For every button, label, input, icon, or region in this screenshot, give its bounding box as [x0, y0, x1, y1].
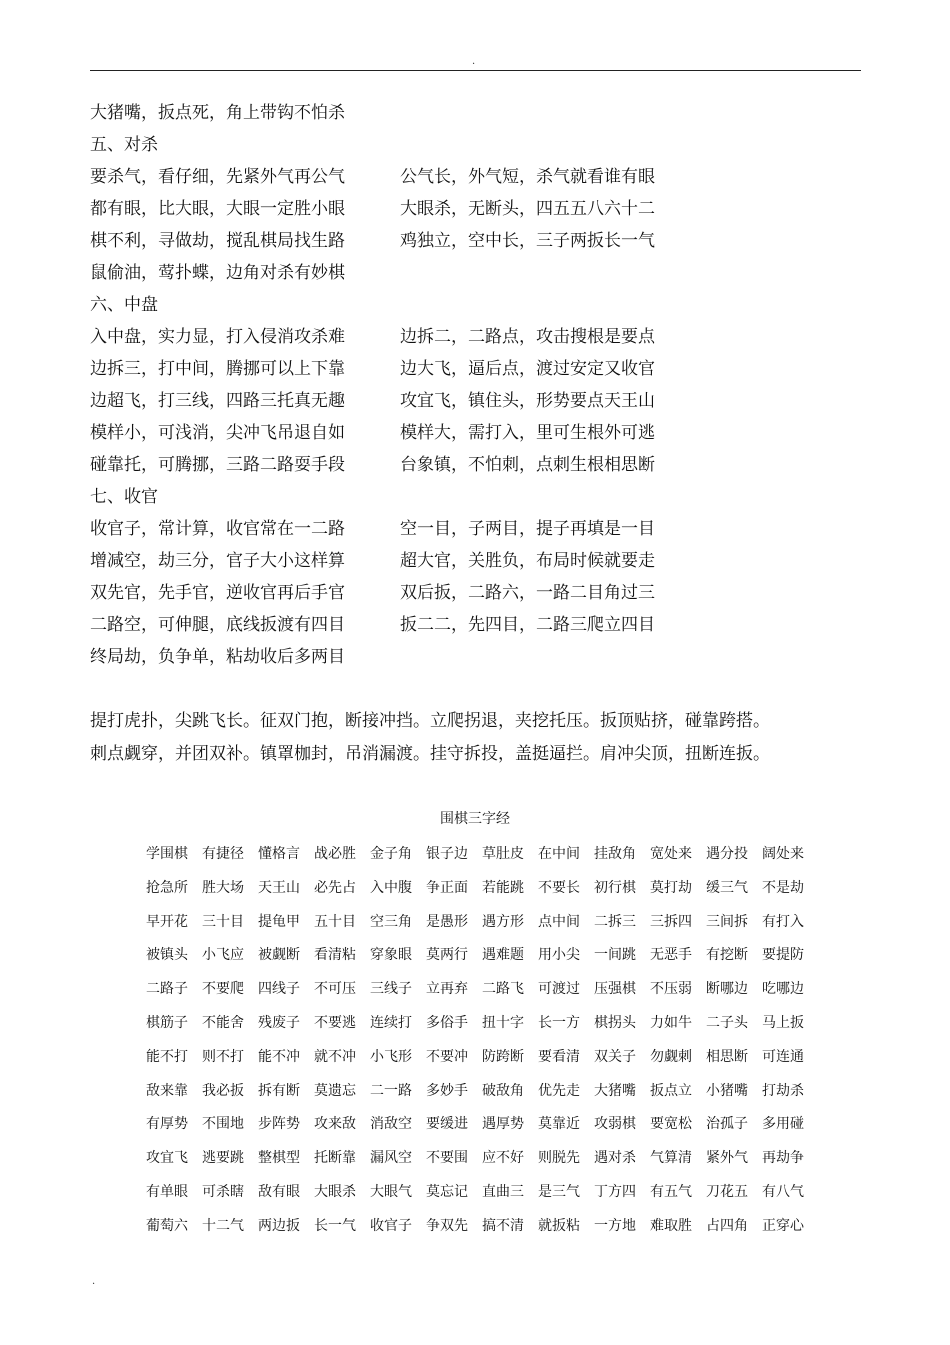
sanzijing-grid — [0, 838, 950, 1244]
sanzijing-phrase: 是三气 — [538, 1183, 580, 1200]
sanzijing-row — [0, 1007, 950, 1041]
sanzijing-phrase: 逃要跳 — [202, 1150, 244, 1167]
sanzijing-phrase: 丁方四 — [594, 1183, 636, 1200]
sanzijing-phrase: 则不打 — [202, 1048, 244, 1065]
sanzijing-phrase: 三拆四 — [650, 913, 692, 930]
sanzijing-phrase: 长一方 — [538, 1014, 580, 1031]
sanzijing-phrase: 在中间 — [538, 846, 580, 862]
verse-row — [90, 161, 870, 193]
sanzijing-phrase: 有挖断 — [706, 947, 748, 964]
sanzijing-phrase: 小猪嘴 — [706, 1082, 748, 1099]
sanzijing-phrase: 难取胜 — [650, 1217, 692, 1234]
sanzijing-phrase: 有厚势 — [146, 1116, 188, 1133]
verse-row — [90, 641, 870, 673]
sanzijing-phrase: 不要围 — [426, 1150, 468, 1167]
sanzijing-row — [0, 1041, 950, 1075]
verse-line: 攻宜飞，镇住头，形势要点天王山 — [400, 391, 655, 411]
sanzijing-phrase: 断哪边 — [706, 981, 748, 998]
sanzijing-phrase: 三线子 — [370, 981, 412, 998]
verse-row — [90, 321, 870, 353]
sanzijing-phrase: 二一路 — [370, 1082, 412, 1099]
sanzijing-row — [0, 1210, 950, 1244]
sanzijing-phrase: 就不冲 — [314, 1048, 356, 1065]
sanzijing-phrase: 优先走 — [538, 1082, 580, 1099]
sanzijing-phrase: 马上扳 — [762, 1014, 804, 1031]
section-heading: 五、对杀 — [90, 135, 158, 155]
header-rule — [90, 70, 861, 71]
sanzijing-phrase: 大眼杀 — [314, 1183, 356, 1200]
sanzijing-phrase: 草肚皮 — [482, 846, 524, 862]
sanzijing-phrase: 直曲三 — [482, 1183, 524, 1200]
verse-line: 都有眼，比大眼，大眼一定胜小眼 — [90, 199, 345, 219]
footer-dot: . — [92, 1276, 96, 1287]
sanzijing-phrase: 则脱先 — [538, 1150, 580, 1167]
sanzijing-phrase: 穿象眼 — [370, 947, 412, 964]
sanzijing-phrase: 有五气 — [650, 1183, 692, 1200]
sanzijing-phrase: 空三角 — [370, 913, 412, 930]
terms-block — [90, 705, 870, 771]
sanzijing-phrase: 提龟甲 — [258, 913, 300, 930]
sanzijing-phrase: 看清粘 — [314, 947, 356, 964]
sanzijing-phrase: 敌来靠 — [146, 1082, 188, 1099]
sanzijing-phrase: 金子角 — [370, 846, 412, 862]
verse-row — [90, 257, 870, 289]
sanzijing-phrase: 五十目 — [314, 913, 356, 930]
verse-block — [90, 97, 870, 673]
sanzijing-phrase: 两边扳 — [258, 1217, 300, 1234]
verse-row — [90, 417, 870, 449]
sanzijing-phrase: 防跨断 — [482, 1048, 524, 1065]
verse-line: 终局劫，负争单，粘劫收后多两目 — [90, 647, 345, 667]
sanzijing-phrase: 不是劫 — [762, 879, 804, 896]
sanzijing-phrase: 立再弃 — [426, 981, 468, 998]
sanzijing-phrase: 被镇头 — [146, 947, 188, 964]
sanzijing-row — [0, 1075, 950, 1109]
sanzijing-phrase: 大猪嘴 — [594, 1082, 636, 1099]
verse-line: 棋不利，寻做劫，搅乱棋局找生路 — [90, 231, 345, 251]
sanzijing-phrase: 有捷径 — [202, 846, 244, 862]
sanzijing-phrase: 多妙手 — [426, 1082, 468, 1099]
sanzijing-phrase: 紧外气 — [706, 1150, 748, 1167]
verse-line: 收官子，常计算，收官常在一二路 — [90, 519, 345, 539]
sanzijing-phrase: 若能跳 — [482, 879, 524, 896]
sanzijing-phrase: 残废子 — [258, 1014, 300, 1031]
sanzijing-phrase: 不围地 — [202, 1116, 244, 1133]
sanzijing-phrase: 遇难题 — [482, 947, 524, 964]
sanzijing-phrase: 十二气 — [202, 1217, 244, 1234]
sanzijing-title: 围棋三字经 — [440, 811, 510, 827]
sanzijing-phrase: 三十目 — [202, 913, 244, 930]
verse-line: 要杀气，看仔细，先紧外气再公气 — [90, 167, 345, 187]
section-heading: 七、收官 — [90, 487, 158, 507]
verse-row — [90, 353, 870, 385]
sanzijing-phrase: 托断靠 — [314, 1150, 356, 1167]
sanzijing-phrase: 破敌角 — [482, 1082, 524, 1099]
sanzijing-phrase: 是愚形 — [426, 913, 468, 930]
verse-line: 空一目，子两目，提子再填是一目 — [400, 519, 655, 539]
sanzijing-phrase: 就扳粘 — [538, 1217, 580, 1234]
sanzijing-row — [0, 838, 950, 872]
sanzijing-phrase: 攻来敌 — [314, 1116, 356, 1133]
sanzijing-phrase: 二路飞 — [482, 981, 524, 998]
verse-row — [90, 513, 870, 545]
sanzijing-phrase: 能不打 — [146, 1048, 188, 1065]
sanzijing-phrase: 要宽松 — [650, 1116, 692, 1133]
sanzijing-phrase: 我必扳 — [202, 1082, 244, 1099]
sanzijing-phrase: 懂格言 — [258, 846, 300, 862]
sanzijing-phrase: 莫两行 — [426, 947, 468, 964]
sanzijing-phrase: 小飞应 — [202, 947, 244, 964]
sanzijing-phrase: 遇分投 — [706, 846, 748, 862]
sanzijing-phrase: 要缓进 — [426, 1116, 468, 1133]
sanzijing-phrase: 不压弱 — [650, 981, 692, 998]
sanzijing-phrase: 争双先 — [426, 1217, 468, 1234]
sanzijing-phrase: 连续打 — [370, 1014, 412, 1031]
sanzijing-phrase: 棋拐头 — [594, 1014, 636, 1031]
sanzijing-phrase: 入中腹 — [370, 879, 412, 896]
sanzijing-phrase: 天王山 — [258, 879, 300, 896]
sanzijing-phrase: 扳点立 — [650, 1082, 692, 1099]
sanzijing-phrase: 消敌空 — [370, 1116, 412, 1133]
sanzijing-row — [0, 973, 950, 1007]
sanzijing-phrase: 长一气 — [314, 1217, 356, 1234]
sanzijing-phrase: 气算清 — [650, 1150, 692, 1167]
verse-line: 鼠偷油，莺扑蝶，边角对杀有妙棋 — [90, 263, 345, 283]
verse-line: 公气长，外气短，杀气就看谁有眼 — [400, 167, 655, 187]
sanzijing-phrase: 缓三气 — [706, 879, 748, 896]
sanzijing-phrase: 二路子 — [146, 981, 188, 998]
sanzijing-phrase: 不能舍 — [202, 1014, 244, 1031]
sanzijing-phrase: 大眼气 — [370, 1183, 412, 1200]
sanzijing-phrase: 宽处来 — [650, 846, 692, 862]
sanzijing-phrase: 打劫杀 — [762, 1082, 804, 1099]
sanzijing-phrase: 学围棋 — [146, 846, 188, 862]
verse-line: 边大飞，逼后点，渡过安定又收官 — [400, 359, 655, 379]
verse-line: 双先官，先手官，逆收官再后手官 — [90, 583, 345, 603]
sanzijing-phrase: 遇厚势 — [482, 1116, 524, 1133]
sanzijing-phrase: 刀花五 — [706, 1183, 748, 1200]
sanzijing-phrase: 莫靠近 — [538, 1116, 580, 1133]
sanzijing-phrase: 争正面 — [426, 879, 468, 896]
verse-line: 碰靠托，可腾挪，三路二路耍手段 — [90, 455, 345, 475]
verse-line: 模样小，可浅消，尖冲飞吊退自如 — [90, 423, 345, 443]
sanzijing-phrase: 能不冲 — [258, 1048, 300, 1065]
section-heading: 六、中盘 — [90, 295, 158, 315]
sanzijing-phrase: 莫打劫 — [650, 879, 692, 896]
sanzijing-phrase: 要看清 — [538, 1048, 580, 1065]
sanzijing-phrase: 莫忘记 — [426, 1183, 468, 1200]
sanzijing-row — [0, 1142, 950, 1176]
sanzijing-phrase: 有打入 — [762, 913, 804, 930]
sanzijing-phrase: 多俗手 — [426, 1014, 468, 1031]
sanzijing-phrase: 初行棋 — [594, 879, 636, 896]
sanzijing-phrase: 不要冲 — [426, 1048, 468, 1065]
sanzijing-row — [0, 872, 950, 906]
sanzijing-phrase: 力如牛 — [650, 1014, 692, 1031]
verse-line: 边拆三，打中间，腾挪可以上下靠 — [90, 359, 345, 379]
verse-row — [90, 385, 870, 417]
sanzijing-phrase: 可杀瞎 — [202, 1183, 244, 1200]
sanzijing-phrase: 占四角 — [706, 1217, 748, 1234]
sanzijing-phrase: 搞不清 — [482, 1217, 524, 1234]
verse-line: 模样大，需打入，里可生根外可逃 — [400, 423, 655, 443]
sanzijing-phrase: 漏风空 — [370, 1150, 412, 1167]
sanzijing-phrase: 吃哪边 — [762, 981, 804, 998]
sanzijing-phrase: 收官子 — [370, 1217, 412, 1234]
sanzijing-phrase: 阔处来 — [762, 846, 804, 862]
verse-row — [90, 225, 870, 257]
sanzijing-phrase: 一间跳 — [594, 947, 636, 964]
sanzijing-phrase: 葡萄六 — [146, 1217, 188, 1234]
sanzijing-row — [0, 1176, 950, 1210]
sanzijing-phrase: 再劫争 — [762, 1150, 804, 1167]
sanzijing-phrase: 点中间 — [538, 913, 580, 930]
sanzijing-phrase: 多用碰 — [762, 1116, 804, 1133]
sanzijing-phrase: 有单眼 — [146, 1183, 188, 1200]
sanzijing-phrase: 早开花 — [146, 913, 188, 930]
verse-row — [90, 193, 870, 225]
verse-line: 边超飞，打三线，四路三托真无趣 — [90, 391, 345, 411]
sanzijing-phrase: 压强棋 — [594, 981, 636, 998]
sanzijing-phrase: 四线子 — [258, 981, 300, 998]
sanzijing-phrase: 治孤子 — [706, 1116, 748, 1133]
sanzijing-phrase: 勿觑刺 — [650, 1048, 692, 1065]
sanzijing-phrase: 胜大场 — [202, 879, 244, 896]
sanzijing-phrase: 被觑断 — [258, 947, 300, 964]
sanzijing-phrase: 要提防 — [762, 947, 804, 964]
verse-row — [90, 449, 870, 481]
sanzijing-phrase: 挂敌角 — [594, 846, 636, 862]
sanzijing-phrase: 棋筋子 — [146, 1014, 188, 1031]
sanzijing-phrase: 应不好 — [482, 1150, 524, 1167]
sanzijing-phrase: 二子头 — [706, 1014, 748, 1031]
sanzijing-phrase: 敌有眼 — [258, 1183, 300, 1200]
sanzijing-phrase: 可渡过 — [538, 981, 580, 998]
verse-intro: 大猪嘴，扳点死，角上带钩不怕杀 — [90, 103, 345, 123]
sanzijing-row — [0, 906, 950, 940]
sanzijing-phrase: 有八气 — [762, 1183, 804, 1200]
sanzijing-row — [0, 939, 950, 973]
sanzijing-phrase: 不要爬 — [202, 981, 244, 998]
verse-line: 鸡独立，空中长，三子两扳长一气 — [400, 231, 655, 251]
sanzijing-phrase: 不要逃 — [314, 1014, 356, 1031]
sanzijing-phrase: 必先占 — [314, 879, 356, 896]
verse-line: 超大官，关胜负，布局时候就要走 — [400, 551, 655, 571]
sanzijing-phrase: 攻宜飞 — [146, 1150, 188, 1167]
sanzijing-phrase: 扭十字 — [482, 1014, 524, 1031]
verse-line: 扳二二，先四目，二路三爬立四目 — [400, 615, 655, 635]
sanzijing-phrase: 拆有断 — [258, 1082, 300, 1099]
sanzijing-phrase: 双关子 — [594, 1048, 636, 1065]
verse-line: 台象镇，不怕刺，点刺生根相思断 — [400, 455, 655, 475]
verse-line: 双后扳，二路六，一路二目角过三 — [400, 583, 655, 603]
sanzijing-phrase: 战必胜 — [314, 846, 356, 862]
verse-line: 边拆二，二路点，攻击搜根是要点 — [400, 327, 655, 347]
sanzijing-phrase: 攻弱棋 — [594, 1116, 636, 1133]
sanzijing-phrase: 用小尖 — [538, 947, 580, 964]
sanzijing-phrase: 遇方形 — [482, 913, 524, 930]
verse-row — [90, 577, 870, 609]
sanzijing-phrase: 不要长 — [538, 879, 580, 896]
verse-line: 入中盘，实力显，打入侵消攻杀难 — [90, 327, 345, 347]
verse-row — [90, 609, 870, 641]
verse-line: 增减空，劫三分，官子大小这样算 — [90, 551, 345, 571]
terms-line: 提打虎扑，尖跳飞长。征双门抱，断接冲挡。立爬拐退，夹挖托压。扳顶贴挤，碰靠跨搭。 — [90, 711, 770, 731]
sanzijing-phrase: 银子边 — [426, 846, 468, 862]
sanzijing-phrase: 抢急所 — [146, 879, 188, 896]
sanzijing-row — [0, 1108, 950, 1142]
header-dot: . — [472, 56, 476, 67]
sanzijing-phrase: 整棋型 — [258, 1150, 300, 1167]
verse-line: 二路空，可伸腿，底线扳渡有四目 — [90, 615, 345, 635]
sanzijing-phrase: 步阵势 — [258, 1116, 300, 1133]
sanzijing-phrase: 三间拆 — [706, 913, 748, 930]
sanzijing-phrase: 正穿心 — [762, 1217, 804, 1234]
sanzijing-phrase: 遇对杀 — [594, 1150, 636, 1167]
sanzijing-phrase: 一方地 — [594, 1217, 636, 1234]
sanzijing-phrase: 二拆三 — [594, 913, 636, 930]
sanzijing-phrase: 小飞形 — [370, 1048, 412, 1065]
sanzijing-phrase: 不可压 — [314, 981, 356, 998]
sanzijing-phrase: 无恶手 — [650, 947, 692, 964]
terms-line: 刺点觑穿，并团双补。镇罩枷封，吊消漏渡。挂守拆投，盖挺逼拦。肩冲尖顶，扭断连扳。 — [90, 744, 770, 764]
sanzijing-phrase: 莫遗忘 — [314, 1082, 356, 1099]
sanzijing-phrase: 相思断 — [706, 1048, 748, 1065]
sanzijing-phrase: 可连通 — [762, 1048, 804, 1065]
verse-row — [90, 545, 870, 577]
verse-line: 大眼杀，无断头，四五五八六十二 — [400, 199, 655, 219]
